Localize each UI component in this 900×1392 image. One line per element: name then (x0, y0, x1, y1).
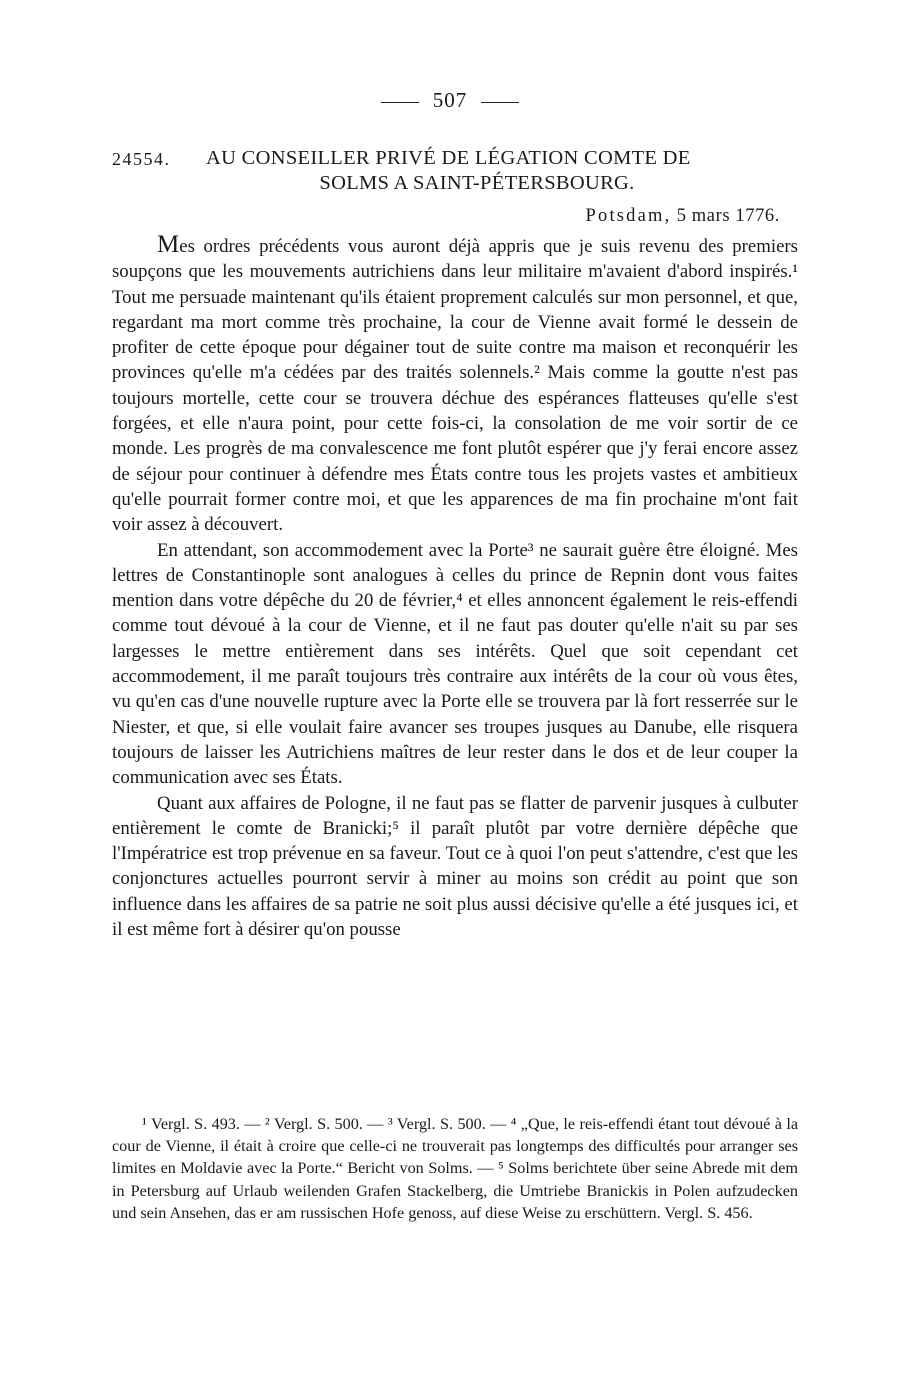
letter-title-line2: SOLMS A SAINT-PÉTERSBOURG. (319, 172, 635, 194)
page-number-text: 507 (432, 88, 468, 112)
letter-body (112, 232, 798, 942)
dateline-date: 5 mars 1776. (676, 206, 780, 226)
paragraph-2: En attendant, son accommodement avec la Porte³ ne saurait guère être éloigné. Mes lettres de Constantinople sont analogues à celles du prince de Repnin dont vous faites mention dans votre dépêche du 20 de février,⁴ et elles annoncent également le reis-effendi comme tout dévoué à la cour de Vienne, et il ne faut pas douter qu'elle n'ait su par ses largesses le mettre entièrement dans ses intérêts. Quel que soit cependant cet accommodement, il me paraît toujours très contraire aux intérêts de la cour où vous êtes, vu qu'en cas d'une nouvelle rupture avec la Porte elle se trouvera par là fort resserrée sur le Niester, et que, si elle voulait faire avancer ses troupes jusques au Danube, elle risquera toujours de laisser les Autrichiens maîtres de leur rester dans le dos et de leur couper la communication avec ses États. (112, 539, 798, 789)
footnotes-text: ¹ Vergl. S. 493. — ² Vergl. S. 500. — ³ Vergl. S. 500. — ⁴ „Que, le reis-effendi étant tout dévoué à la cour de Vienne, il était à croire que celle-ci ne trouverait pas longtemps des difficultés pour arranger ses limites en Moldavie avec la Porte.“ Bericht von Solms. — ⁵ Solms berichtete über seine Abrede mit dem in Petersburg auf Urlaub weilenden Grafen Stackelberg, die Umtriebe Branickis in Polen aufzudecken und sein Ansehen, das er am russischen Hofe genoss, auf diese Weise zu erschüttern. Vergl. S. 456. (112, 1115, 798, 1222)
page-number-dash-right (481, 102, 519, 103)
letter-heading (112, 146, 802, 196)
dateline-place: Potsdam, (585, 206, 672, 226)
footnotes (112, 1113, 798, 1224)
page-number (0, 88, 900, 113)
paragraph-1-text: es ordres précédents vous auront déjà appris que je suis revenu des premiers soupçons que les mouvements autrichiens dans leur militaire m'avaient d'abord inspirés.¹ Tout me persuade maintenant qu'ils étaient proprement calculés sur mon personnel, et que, regardant ma mort comme très prochaine, la cour de Vienne avait formé le dessein de profiter de cette époque pour dégainer tout de suite contre ma maison et reconquérir les provinces qu'elle m'a cédées par des traités solennels.² Mais comme la goutte n'est pas toujours mortelle, cette cour se trouvera déchue des espérances flatteuses qu'elle s'est forgées, et elle n'aura point, pour cette fois-ci, la consolation de me voir sortir de ce monde. Les progrès de ma convalescence me font plutôt espérer que j'y ferai encore assez de séjour pour continuer à défendre mes États contre tous les projets vastes et ambitieux qu'elle pourrait former contre moi, et que les apparences de ma fin prochaine m'ont fait voir assez à découvert. (112, 236, 798, 536)
letter-number: 24554. (112, 149, 171, 169)
letter-title-line1: AU CONSEILLER PRIVÉ DE LÉGATION COMTE DE (206, 147, 691, 169)
paragraph-1 (112, 232, 798, 538)
paragraph-initial: M (157, 231, 180, 258)
dateline (586, 206, 781, 227)
paragraph-3: Quant aux affaires de Pologne, il ne faut pas se flatter de parvenir jusques à culbuter entièrement le comte de Branicki;⁵ il paraît plutôt par votre dernière dépêche que l'Impératrice est trop prévenue en sa faveur. Tout ce à quoi l'on peut s'attendre, c'est que les conjonctures actuelles pourront servir à miner au moins son crédit au point que son influence dans les affaires de sa patrie ne soit plus aussi décisive qu'elle a été jusques ici, et il est même fort à désirer qu'on pousse (112, 792, 798, 941)
page-number-dash-left (381, 102, 419, 103)
